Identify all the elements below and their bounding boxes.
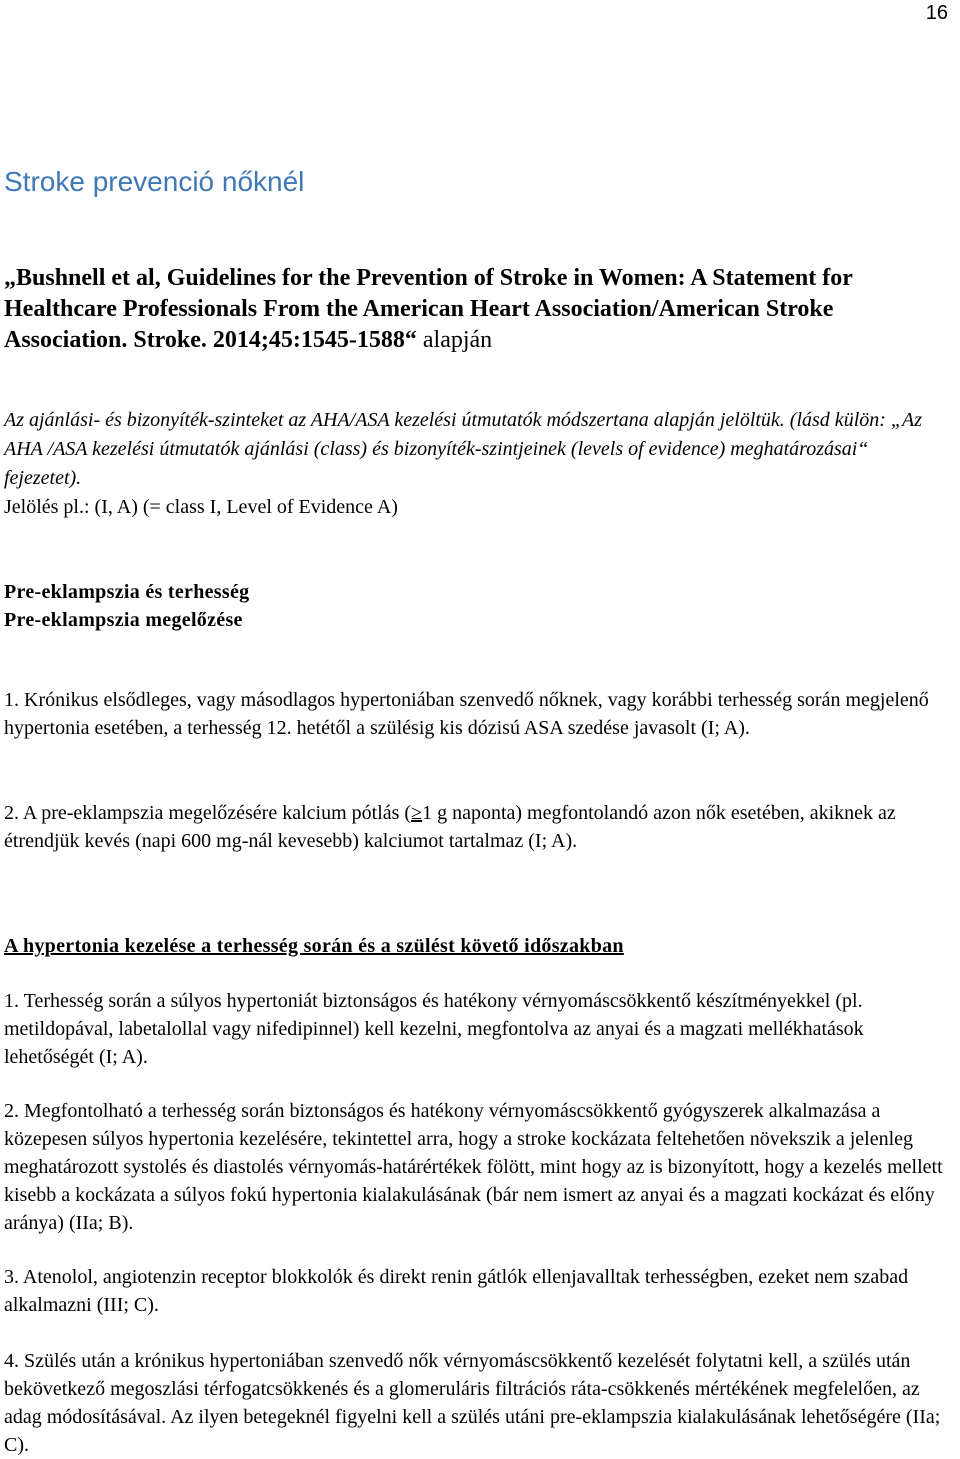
recommendation-2-4: 4. Szülés után a krónikus hypertoniában szenvedő nők vérnyomáscsökkentő kezelését folytatni kell, a szülés után bekövetkező megoszlási térfogatcsökkenés és a glomeruláris filtrációs ráta-csökkenés mértékének megfelelően, az adag módosításával. Az ilyen betegeknél figyelni kell a szülés utáni pre-eklampszia kialakulásának lehetőségére (IIa; C). — [4, 1350, 941, 1456]
recommendation-1-1: 1. Krónikus elsődleges, vagy másodlagos hypertoniában szenvedő nőknek, vagy korábbi terhesség során megjelenő hypertonia esetében, a terhesség 12. hetétől a szülésig kis dózisú ASA szedése javasolt (I; A). — [4, 689, 929, 739]
recommendation-2-3: 3. Atenolol, angiotenzin receptor blokkolók és direkt renin gátlók ellenjavalltak terhességben, ezeket nem szabad alkalmazni (III; C). — [4, 1266, 909, 1316]
intro-block — [4, 406, 948, 522]
citation-suffix: alapján — [422, 327, 493, 353]
recommendation-2-1: 1. Terhesség során a súlyos hypertoniát biztonságos és hatékony vérnyomáscsökkentő készítményekkel (pl. metildopával, labetalollal vagy nifedipinnel) kell kezelni, megfontolva az anyai és a magzati mellékhatások lehetőségét (I; A). — [4, 990, 864, 1068]
heading-preeclampsia-prevention: Pre-eklampszia megelőzése — [4, 609, 243, 631]
notation-example: Jelölés pl.: (I, A) (= class I, Level of Evidence A) — [4, 496, 398, 518]
heading-preeclampsia: Pre-eklampszia és terhesség — [4, 581, 250, 603]
heading-hypertension-treatment: A hypertonia kezelése a terhesség során és a szülést követő időszakban — [4, 935, 624, 957]
recommendation-1-2 — [4, 799, 950, 855]
greater-equal-symbol: ≥ — [411, 802, 423, 824]
source-citation — [4, 263, 948, 356]
rec-1-2-end: 1 g naponta) megfontolandó azon nők esetében, akiknek az étrendjük kevés (napi 600 mg-nál kevesebb) kalciumot tartalmaz (I; A). — [4, 802, 896, 852]
recommendation-2-2: 2. Megfontolható a terhesség során biztonságos és hatékony vérnyomáscsökkentő gyógyszerek alkalmazása a közepesen súlyos hypertonia kezelésére, tekintettel arra, hogy a stroke kockázata feltehetően növekszik a jelenleg meghatározott systolés és diastolés vérnyomás-határértékek fölött, mint hogy az is bizonyított, hogy a kezelés mellett kisebb a kockázata a súlyos fokú hypertonia kialakulásának (bár nem ismert az anyai és a magzati kockázat és előny aránya) (IIa; B). — [4, 1100, 943, 1234]
rec-1-2-start: 2. A pre-eklampszia megelőzésére kalcium pótlás ( — [4, 802, 412, 824]
citation-text: „Bushnell et al, Guidelines for the Prevention of Stroke in Women: A Statement for Healthcare Professionals From the American Heart Association/American Stroke Association. Stroke. 2014;45:1545-1588“ — [4, 265, 853, 353]
intro-italic-note: Az ajánlási- és bizonyíték-szinteket az AHA/ASA kezelési útmutatók módszertana alapján jelöltük. (lásd külön: „Az AHA /ASA kezelési útmutatók ajánlási (class) és bizonyíték-szintjeinek (levels of evidence) meghatározásai“ fejezetet). — [4, 409, 923, 489]
page-number: 16 — [925, 2, 948, 24]
page-title: Stroke prevenció nőknél — [4, 166, 305, 197]
